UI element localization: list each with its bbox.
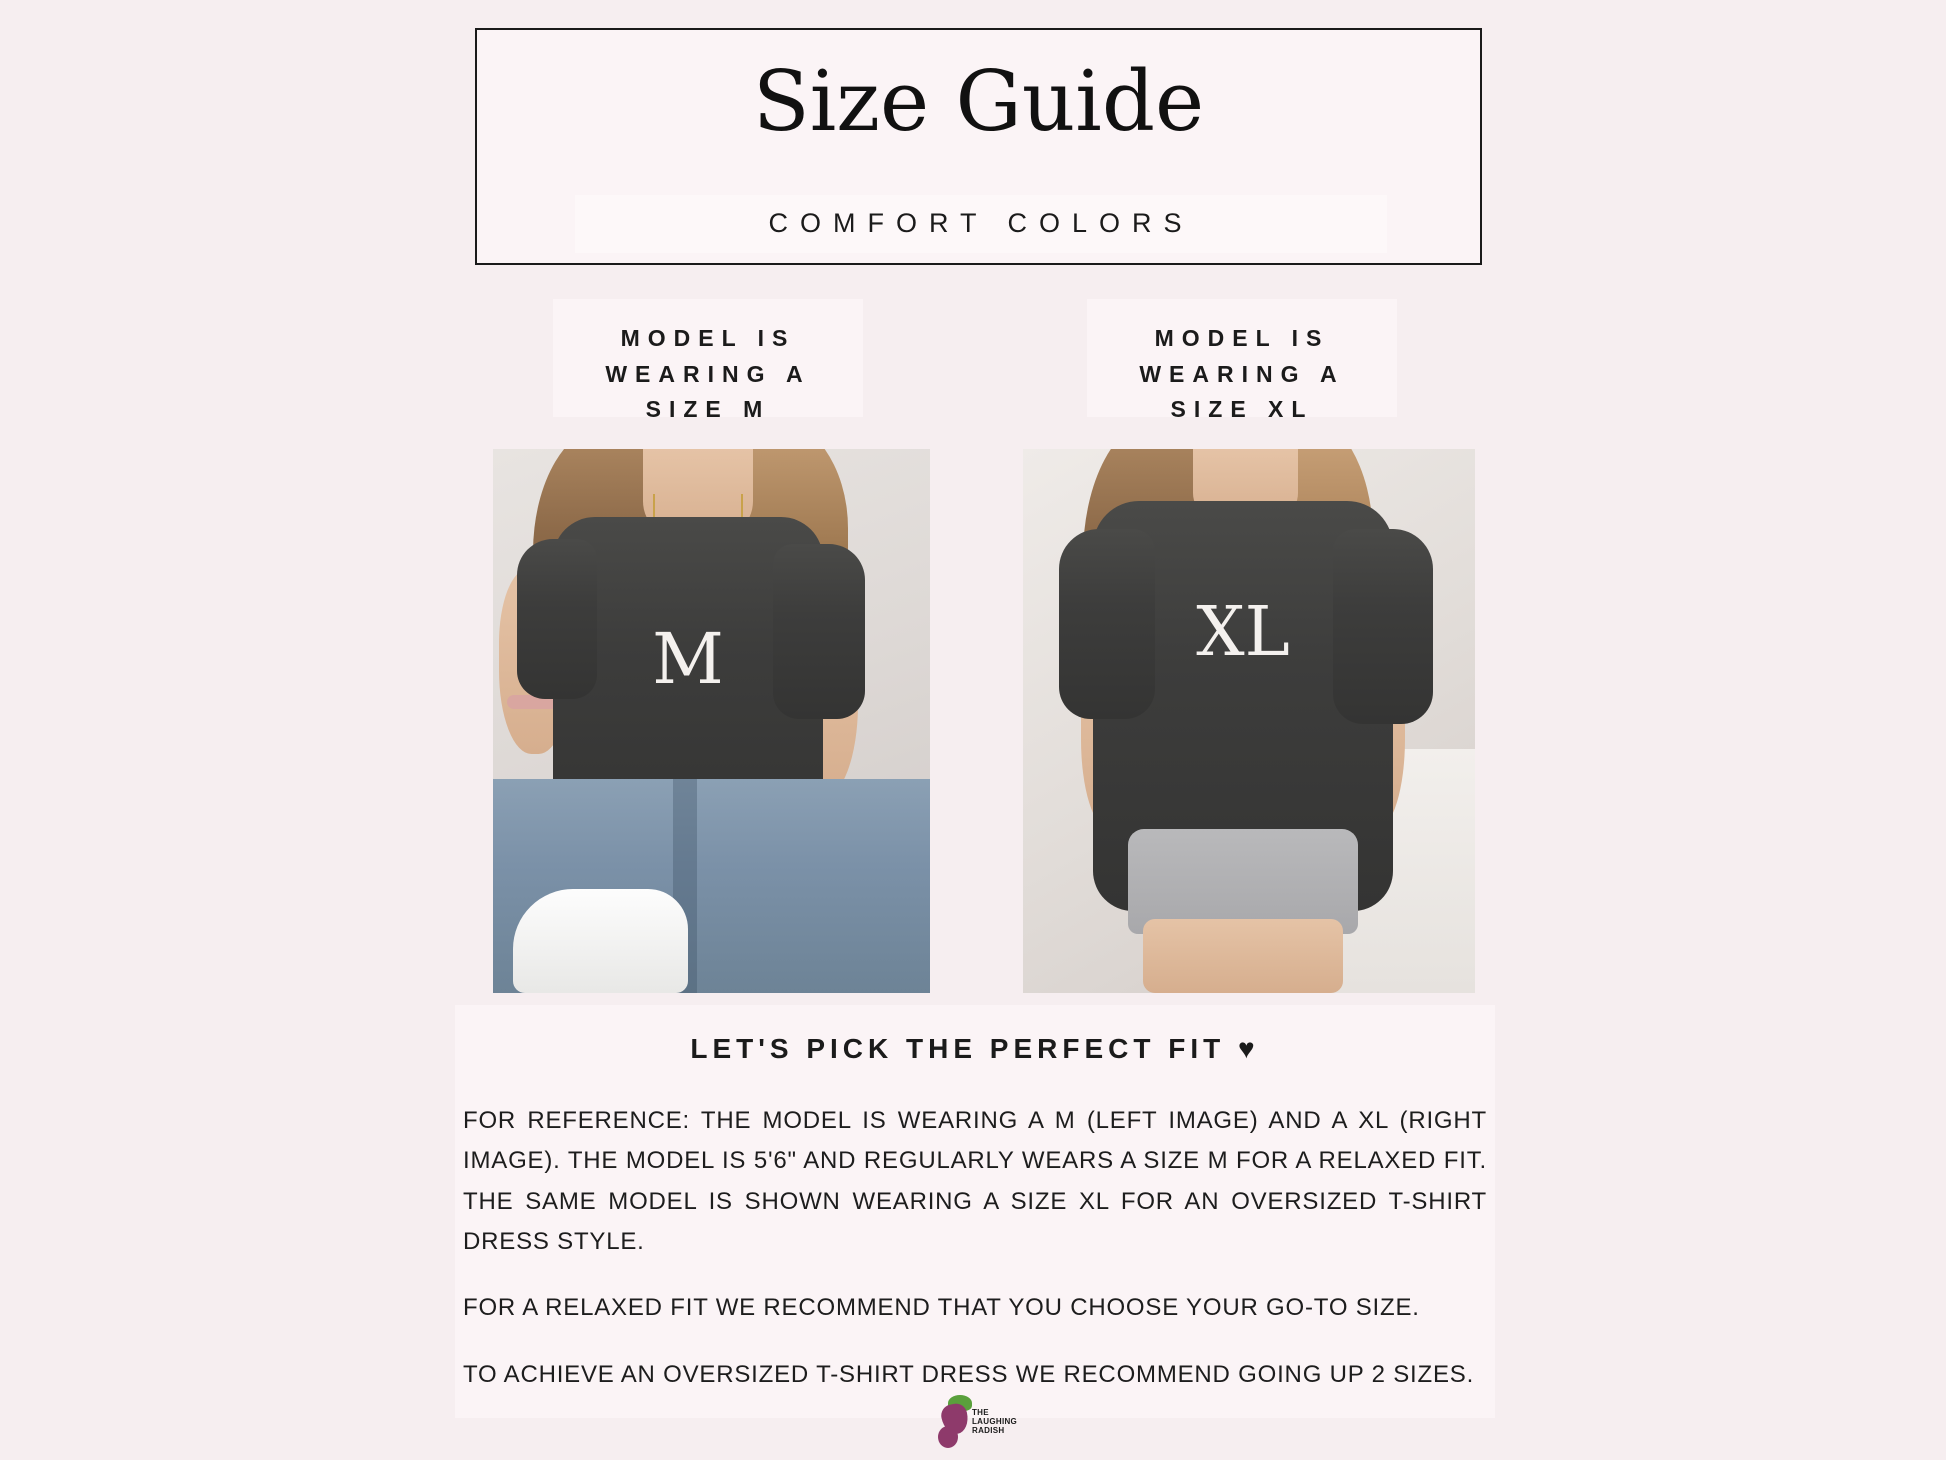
brand-logo — [928, 1400, 1038, 1452]
model-legs-right — [1143, 919, 1343, 993]
tshirt-graphic-m: M — [652, 618, 724, 700]
panel-title: LET'S PICK THE PERFECT FIT ♥ — [690, 1033, 1260, 1064]
panel-body — [455, 1101, 1495, 1421]
header-subtitle: COMFORT COLORS — [768, 208, 1194, 238]
brand-logo-line3: RADISH — [972, 1426, 1005, 1436]
radish-icon-secondary — [938, 1426, 958, 1448]
panel-paragraph-1: FOR REFERENCE: THE MODEL IS WEARING A M (LEFT IMAGE) AND A XL (RIGHT IMAGE). THE MODEL IS 5'6" AND REGULARLY WEARS A SIZE M FOR A RELAXED FIT. THE SAME MODEL IS SHOWN WEARING A SIZE XL FOR AN OVERSIZED T-SHIRT DRESS STYLE. — [463, 1107, 1487, 1255]
model-label-right — [1087, 299, 1397, 423]
model-photo-size-xl — [1023, 449, 1475, 993]
model-label-left-line1: MODEL IS — [620, 325, 796, 351]
tshirt-graphic-xl: XL — [1196, 593, 1290, 672]
header-box — [475, 28, 1482, 265]
model-shoe-left — [513, 889, 688, 993]
model-label-right-line3: SIZE XL — [1170, 396, 1314, 423]
model-label-right-line1: MODEL IS — [1154, 325, 1330, 351]
brand-logo-text — [972, 1408, 1040, 1436]
model-label-left-line3: SIZE M — [645, 396, 771, 423]
model-photo-size-m — [493, 449, 930, 993]
tshirt-sleeve-right — [773, 544, 865, 719]
brand-logo-line2: LAUGHING — [972, 1417, 1018, 1427]
header-subtitle-band — [575, 195, 1387, 253]
panel-paragraph-2: FOR A RELAXED FIT WE RECOMMEND THAT YOU CHOOSE YOUR GO-TO SIZE. — [463, 1294, 1420, 1322]
page-title: Size Guide — [752, 53, 1205, 150]
brand-logo-line1: THE — [972, 1408, 989, 1417]
tshirt-sleeve-right-xl — [1333, 529, 1433, 724]
tshirt-sleeve-left — [517, 539, 597, 699]
tshirt-sleeve-left-xl — [1059, 529, 1155, 719]
model-label-left — [553, 299, 863, 423]
fit-info-panel — [455, 1005, 1495, 1418]
panel-paragraph-3: TO ACHIEVE AN OVERSIZED T-SHIRT DRESS WE RECOMMEND GOING UP 2 SIZES. — [463, 1360, 1475, 1388]
model-label-left-line2: WEARING A — [605, 360, 811, 387]
model-label-right-line2: WEARING A — [1139, 360, 1345, 387]
